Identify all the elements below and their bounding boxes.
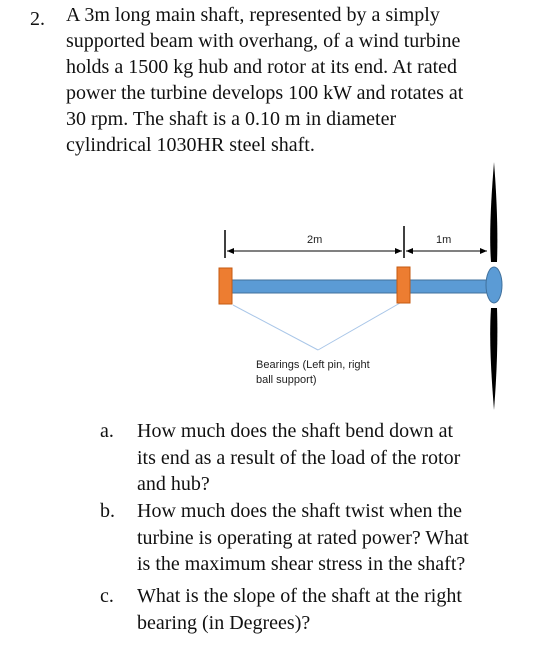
- question-text: How much does the shaft twist when the turbine is operating at rated power? What is the maximum shear stress in the shaft?: [137, 500, 469, 575]
- statement-line: cylindrical 1030HR steel shaft.: [66, 134, 315, 156]
- problem-number: 2.: [30, 8, 45, 30]
- rotor-hub: [486, 267, 502, 303]
- main-shaft: [228, 280, 492, 293]
- question-letter: b.: [100, 500, 115, 522]
- leader-line-right: [318, 303, 400, 350]
- rotor-blade-lower: [490, 308, 497, 410]
- rotor-blade-upper: [490, 162, 497, 262]
- statement-line: holds a 1500 kg hub and rotor at its end. At rated: [66, 56, 458, 78]
- statement-line: 30 rpm. The shaft is a 0.10 m in diameter: [66, 108, 397, 130]
- right-bearing: [397, 267, 410, 303]
- statement-line: supported beam with overhang, of a wind turbine: [66, 30, 461, 52]
- statement-line: A 3m long main shaft, represented by a simply: [66, 4, 440, 26]
- statement-line: power the turbine develops 100 kW and rotates at: [66, 82, 464, 104]
- span-label: 2m: [307, 234, 323, 246]
- question-letter: a.: [100, 420, 114, 442]
- question-text: What is the slope of the shaft at the right bearing (in Degrees)?: [137, 585, 462, 634]
- question-letter: c.: [100, 585, 114, 607]
- left-bearing: [219, 268, 232, 304]
- leader-line-left: [233, 305, 318, 350]
- question-text: How much does the shaft bend down at its end as a result of the load of the rotor and hub?: [137, 420, 461, 495]
- bearings-label: Bearings (Left pin, right ball support): [256, 359, 370, 386]
- overhang-label: 1m: [436, 234, 452, 246]
